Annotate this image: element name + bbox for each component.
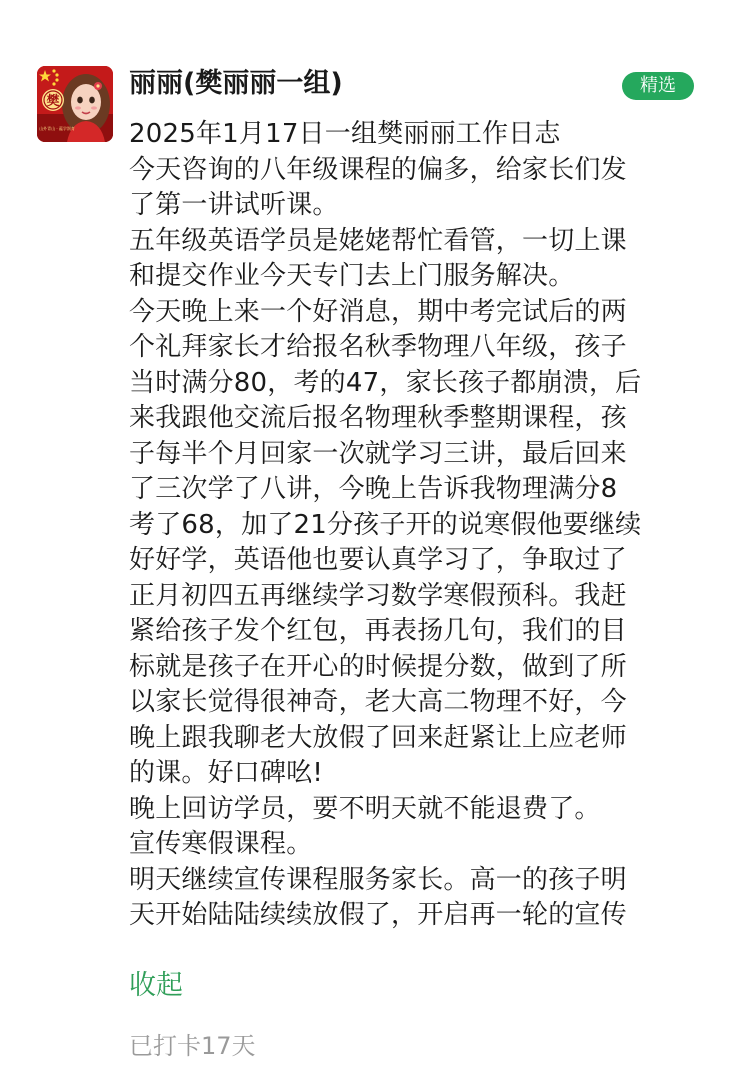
post-text-line: 今天晚上来一个好消息，期中考完试后的两 <box>129 296 627 327</box>
post-text-line: 2025年1月17日一组樊丽丽工作日志 <box>129 119 561 149</box>
post-text-line: 以家长觉得很神奇，老大高二物理不好，今 <box>129 687 627 717</box>
avatar-image <box>37 66 113 142</box>
avatar[interactable] <box>37 66 113 142</box>
post-text-line: 晚上跟我聊老大放假了回来赶紧让上应老师 <box>129 722 627 753</box>
post-text-line: 五年级英语学员是姥姥帮忙看管，一切上课 <box>129 225 627 256</box>
post-text-line: 明天继续宣传课程服务家长。高一的孩子明 <box>129 864 627 895</box>
post-text-line: 晚上回访学员，要不明天就不能退费了。 <box>129 793 601 824</box>
post-text-line: 子每半个月回家一次就学习三讲，最后回来 <box>129 438 627 469</box>
post-text-line: 今天咨询的八年级课程的偏多，给家长们发 <box>129 154 627 185</box>
collapse-button[interactable]: 收起 <box>129 970 183 1001</box>
post-text-line: 好好学，英语他也要认真学习了，争取过了 <box>129 545 627 575</box>
post-text-line: 考了68，加了21分孩子开的说寒假他要继续 <box>129 509 642 540</box>
author-name[interactable]: 丽丽(樊丽丽一组) <box>129 68 343 99</box>
post-text-line: 来我跟他交流后报名物理秋季整期课程，孩 <box>129 403 627 433</box>
post-text-line: 宣传寒假课程。 <box>129 829 313 859</box>
post-text-line: 正月初四五再继续学习数学寒假预科。我赶 <box>129 580 627 611</box>
post-text-line: 天开始陆陆续续放假了，开启再一轮的宣传 <box>129 900 627 930</box>
post-text-line: 个礼拜家长才给报名秋季物理八年级，孩子 <box>129 332 627 362</box>
featured-badge: 精选 <box>622 72 694 100</box>
post-text-line: 标就是孩子在开心的时候提分数，做到了所 <box>129 651 627 682</box>
post-text-line: 了三次学了八讲，今晚上告诉我物理满分8 <box>129 474 618 504</box>
avatar-caption: 山外青山 · 蕴学润育 <box>39 126 75 131</box>
checkin-days-text: 已打卡17天 <box>129 1032 256 1060</box>
post-text-line: 当时满分80，考的47，家长孩子都崩溃，后 <box>129 367 642 398</box>
post-text-line: 和提交作业今天专门去上门服务解决。 <box>129 261 575 291</box>
post-text-line: 紧给孩子发个红包，再表扬几句，我们的目 <box>129 616 627 646</box>
post-text-line: 了第一讲试听课。 <box>129 190 339 220</box>
post-text-line: 的课。好口碑吆! <box>129 758 324 788</box>
post-content <box>129 117 719 934</box>
avatar-seal-char: 樊 <box>46 94 60 109</box>
